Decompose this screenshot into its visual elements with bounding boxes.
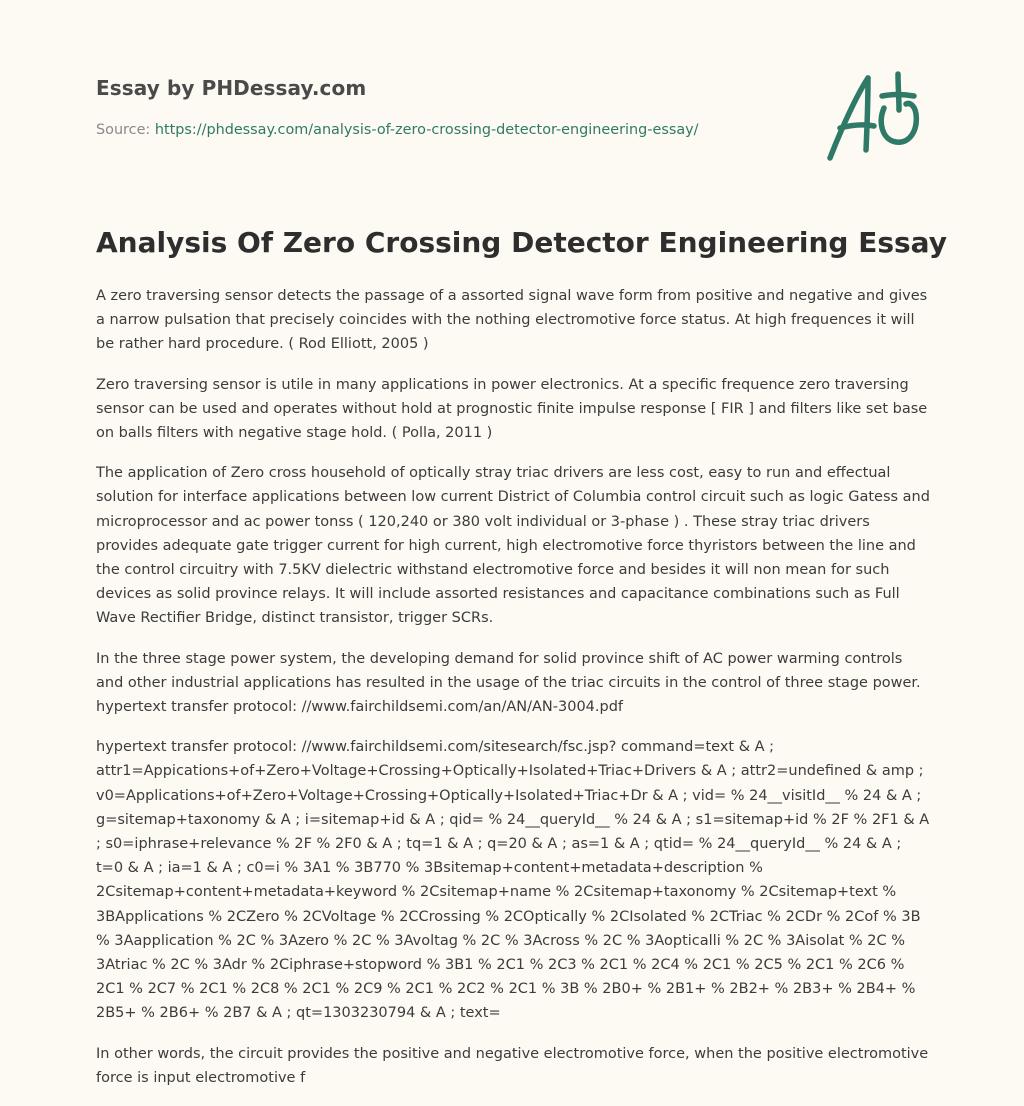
essay-paragraph: In other words, the circuit provides the positive and negative electromotive force, when the positive electromotive force is input electromotive f bbox=[96, 1045, 929, 1086]
essay-paragraph: Zero traversing sensor is utile in many applications in power electronics. At a specific frequence zero traversing sensor can be used and operates without hold at prognostic finite impulse response [ FIR ] and filters like set base on balls filters with negative stage hold. ( Polla, 2011 ) bbox=[96, 376, 928, 442]
essay-title: Analysis Of Zero Crossing Detector Engineering Essay bbox=[96, 226, 947, 259]
essay-paragraph: In the three stage power system, the developing demand for solid province shift of AC power warming controls and other industrial applications has resulted in the usage of the triac circuits in the control of three stage power. hypertext transfer protocol: //www.fairchildsemi.com/an/AN/AN-3004.pdf bbox=[96, 650, 921, 716]
site-title: Essay by PHDessay.com bbox=[96, 76, 367, 100]
essay-paragraph: hypertext transfer protocol: //www.fairchildsemi.com/sitesearch/fsc.jsp? command=text & A ; attr1=Appications+of+Zero+Voltage+Crossing+Optically+Isolated+Triac+Drivers & A ; attr2=undefined & amp ; v0=Applications+of+Zero+Voltage+Crossing+Optically+Isolated+Triac+Dr & A ; vid= % 24__visitId__ % 24 & A ; g=sitemap+taxonomy & A ; i=sitemap+id & A ; qid= % 24__queryId__ % 24 & A ; s1=sitemap+id % 2F % 2F1 & A ; s0=iphrase+relevance % 2F % 2F0 & A ; tq=1 & A ; q=20 & A ; as=1 & A ; qtid= % 24__queryId__ % 24 & A ; t=0 & A ; ia=1 & A ; c0=i % 3A1 % 3B770 % 3Bsitemap+content+metadata+description % 2Csitemap+content+metadata+keyword % 2Csitemap+name % 2Csitemap+taxonomy % 2Csitemap+text % 3BApplications % 2CZero % 2CVoltage % 2CCrossing % 2COptically % 2CIsolated % 2CTriac % 2CDr % 2Cof % 3B % 3Aapplication % 2C % 3Azero % 2C % 3Avoltag % 2C % 3Across % 2C % 3Aopticalli % 2C % 3Aisolat % 2C % 3Atriac % 2C % 3Adr % 2Ciphrase+stopword % 3B1 % 2C1 % 2C3 % 2C1 % 2C4 % 2C1 % 2C5 % 2C1 % 2C6 % 2C1 % 2C7 % 2C1 % 2C8 % 2C1 % 2C9 % 2C1 % 2C2 % 2C1 % 3B % 2B0+ % 2B1+ % 2B2+ % 2B3+ % 2B4+ % 2B5+ % 2B6+ % 2B7 & A ; qt=1303230794 & A ; text= bbox=[96, 739, 930, 1022]
page-header bbox=[96, 72, 796, 138]
source-link[interactable]: https://phdessay.com/analysis-of-zero-crossing-detector-engineering-essay/ bbox=[154, 122, 699, 138]
a-plus-logo-icon bbox=[822, 66, 928, 166]
source-label: Source: bbox=[96, 122, 151, 138]
essay-paragraph: A zero traversing sensor detects the passage of a assorted signal wave form from positive and negative and gives a narrow pulsation that precisely coincides with the nothing electromotive force status. At high frequences it will be rather hard procedure. ( Rod Elliott, 2005 ) bbox=[96, 288, 928, 353]
source-line bbox=[96, 122, 796, 138]
essay-paragraph: The application of Zero cross household of optically stray triac drivers are less cost, easy to run and effectual solution for interface applications between low current District of Columbia control circuit such as logic Gatess and microprocessor and ac power tonss ( 120,240 or 380 volt individual or 3-phase ) . These stray triac drivers provides adequate gate trigger current for high current, high electromotive force thyristors between the line and the control circuitry with 7.5KV dielectric withstand electromotive force and besides it will non mean for such devices as solid province relays. It will include assorted resistances and capacitance combinations such as Full Wave Rectifier Bridge, distinct transistor, trigger SCRs. bbox=[96, 465, 930, 627]
essay-body bbox=[96, 284, 932, 1106]
